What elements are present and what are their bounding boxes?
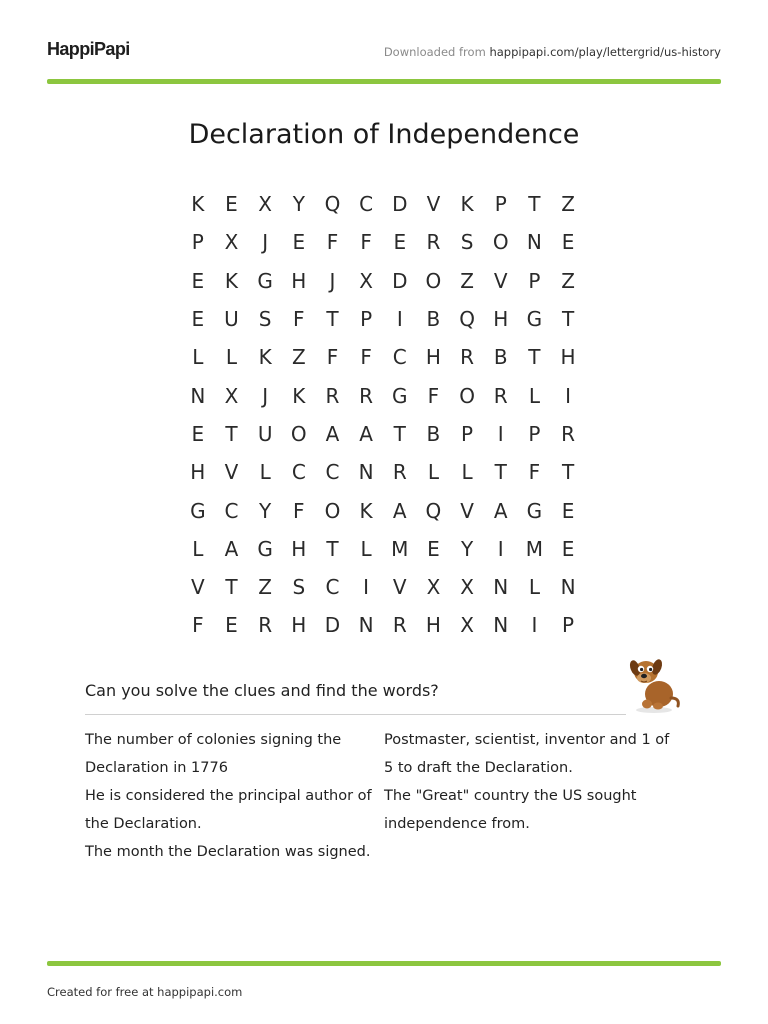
clue-item: The number of colonies signing the Declaration in 1776 (85, 732, 342, 776)
grid-letter[interactable]: C (224, 498, 239, 523)
grid-letter[interactable]: L (192, 345, 204, 370)
grid-letter[interactable]: Z (460, 268, 474, 293)
grid-letter[interactable]: Q (425, 498, 442, 523)
grid-letter[interactable]: R (325, 383, 340, 408)
download-source-link[interactable]: happipapi.com/play/lettergrid/us-history (489, 45, 721, 59)
grid-letter[interactable]: X (460, 575, 474, 600)
grid-letter[interactable]: G (190, 498, 206, 523)
grid-letter[interactable]: C (325, 460, 340, 485)
grid-letter[interactable]: O (459, 383, 475, 408)
grid-letter[interactable]: K (224, 268, 239, 293)
grid-letter[interactable]: P (528, 421, 541, 446)
grid-letter[interactable]: A (392, 498, 407, 523)
grid-letter[interactable]: U (257, 421, 273, 446)
grid-letter[interactable]: L (259, 460, 271, 485)
grid-letter[interactable]: R (426, 230, 441, 255)
grid-letter[interactable]: Q (459, 307, 475, 332)
grid-letter[interactable]: I (497, 536, 504, 561)
grid-letter[interactable]: F (326, 345, 339, 370)
grid-letter[interactable]: J (262, 230, 269, 255)
clues-left-column (85, 726, 375, 866)
grid-letter[interactable]: I (396, 307, 403, 332)
grid-letter[interactable]: O (492, 230, 509, 255)
footer-divider (47, 961, 721, 966)
grid-letter[interactable]: X (258, 192, 272, 217)
grid-row (181, 262, 585, 300)
grid-letter[interactable]: E (191, 307, 205, 332)
grid-letter[interactable]: T (561, 460, 575, 485)
grid-row (181, 300, 585, 338)
grid-row (181, 453, 585, 491)
grid-letter[interactable]: Z (291, 345, 306, 370)
grid-letter[interactable]: G (257, 536, 273, 561)
grid-letter[interactable]: F (427, 383, 440, 408)
grid-letter[interactable]: L (192, 536, 204, 561)
grid-letter[interactable]: K (292, 383, 306, 408)
grid-letter[interactable]: C (392, 345, 407, 370)
dog-icon (626, 652, 682, 714)
grid-letter[interactable]: F (192, 613, 204, 638)
grid-letter[interactable]: M (525, 536, 544, 561)
grid-letter[interactable]: G (257, 268, 273, 293)
grid-letter[interactable]: F (528, 460, 541, 485)
grid-letter[interactable]: L (528, 383, 540, 408)
grid-letter[interactable]: T (326, 307, 339, 332)
download-source-prefix: Downloaded from (383, 45, 490, 59)
grid-letter[interactable]: E (191, 421, 205, 446)
grid-letter[interactable]: H (493, 307, 509, 332)
download-source (384, 45, 721, 59)
grid-letter[interactable]: T (528, 192, 541, 217)
grid-letter[interactable]: R (258, 613, 273, 638)
grid-letter[interactable]: H (291, 613, 307, 638)
grid-letter[interactable]: E (561, 498, 575, 523)
grid-letter[interactable]: I (531, 613, 538, 638)
grid-letter[interactable]: C (291, 460, 306, 485)
clue-item: The month the Declaration was signed. (85, 844, 371, 860)
grid-letter[interactable]: U (224, 307, 239, 332)
grid-letter[interactable]: D (324, 613, 341, 638)
grid-letter[interactable]: I (363, 575, 370, 600)
grid-letter[interactable]: S (292, 575, 306, 600)
grid-letter[interactable]: D (392, 192, 408, 217)
grid-letter[interactable]: P (191, 230, 204, 255)
grid-letter[interactable]: R (392, 613, 407, 638)
grid-letter[interactable]: G (392, 383, 408, 408)
grid-letter[interactable]: Q (324, 192, 341, 217)
grid-letter[interactable]: F (360, 230, 372, 255)
grid-letter[interactable]: C (325, 575, 340, 600)
grid-row (181, 568, 585, 606)
grid-letter[interactable]: K (258, 345, 272, 370)
grid-letter[interactable]: O (425, 268, 442, 293)
grid-letter[interactable]: V (190, 575, 205, 600)
grid-letter[interactable]: P (461, 421, 474, 446)
grid-letter[interactable]: H (560, 345, 576, 370)
page-header (47, 36, 721, 68)
grid-letter[interactable]: L (360, 536, 372, 561)
grid-letter[interactable]: H (291, 536, 307, 561)
grid-letter[interactable]: K (359, 498, 373, 523)
grid-letter[interactable]: E (393, 230, 407, 255)
clues-divider (85, 714, 626, 715)
grid-letter[interactable]: H (190, 460, 206, 485)
grid-row (181, 338, 585, 376)
grid-letter[interactable]: L (528, 575, 540, 600)
grid-letter[interactable]: E (561, 230, 575, 255)
grid-letter[interactable]: E (427, 536, 440, 561)
grid-letter[interactable]: G (526, 307, 543, 332)
grid-letter[interactable]: C (359, 192, 374, 217)
clues-right-column (384, 726, 674, 838)
clue-item: He is considered the principal author of the Declaration. (85, 788, 372, 832)
letter-grid (181, 185, 585, 645)
grid-letter[interactable]: K (460, 192, 474, 217)
grid-letter[interactable]: S (258, 307, 272, 332)
grid-letter[interactable]: B (493, 345, 508, 370)
grid-letter[interactable]: I (565, 383, 571, 408)
grid-letter[interactable]: A (493, 498, 508, 523)
grid-row (181, 491, 585, 529)
grid-letter[interactable]: P (562, 613, 575, 638)
grid-letter[interactable]: S (460, 230, 474, 255)
grid-letter[interactable]: H (425, 345, 441, 370)
grid-letter[interactable]: L (225, 345, 238, 370)
grid-row (181, 606, 585, 644)
grid-letter[interactable]: T (326, 536, 339, 561)
grid-row (181, 185, 585, 223)
grid-letter[interactable]: E (561, 536, 575, 561)
grid-letter[interactable]: E (225, 192, 238, 217)
grid-letter[interactable]: Z (258, 575, 272, 600)
grid-letter[interactable]: T (225, 421, 238, 446)
grid-letter[interactable]: N (190, 383, 206, 408)
grid-letter[interactable]: B (426, 421, 441, 446)
grid-letter[interactable]: I (497, 421, 504, 446)
grid-letter[interactable]: G (526, 498, 543, 523)
grid-letter[interactable]: Z (561, 268, 575, 293)
grid-letter[interactable]: A (359, 421, 373, 446)
grid-letter[interactable]: P (494, 192, 507, 217)
grid-letter[interactable]: Z (561, 192, 575, 217)
grid-letter[interactable]: X (460, 613, 474, 638)
grid-letter[interactable]: V (426, 192, 441, 217)
grid-row (181, 376, 585, 414)
grid-letter[interactable]: T (528, 345, 541, 370)
grid-letter[interactable]: R (493, 383, 508, 408)
grid-letter[interactable]: F (326, 230, 339, 255)
grid-letter[interactable]: E (191, 268, 205, 293)
grid-letter[interactable]: L (461, 460, 473, 485)
grid-letter[interactable]: A (325, 421, 340, 446)
grid-letter[interactable]: D (392, 268, 408, 293)
grid-letter[interactable]: T (393, 421, 406, 446)
grid-letter[interactable]: E (292, 230, 306, 255)
grid-letter[interactable]: A (224, 536, 239, 561)
grid-letter[interactable]: N (493, 575, 509, 600)
clue-item: The "Great" country the US sought independence from. (384, 788, 637, 832)
grid-letter[interactable]: T (225, 575, 238, 600)
footer-credit[interactable]: Created for free at happipapi.com (47, 985, 243, 999)
clue-item: Postmaster, scientist, inventor and 1 of 5 to draft the Declaration. (384, 732, 670, 776)
grid-letter[interactable]: L (427, 460, 439, 485)
grid-letter[interactable]: J (329, 268, 336, 293)
happipapi-logo[interactable]: HappiPapi (47, 39, 130, 59)
grid-letter[interactable]: F (360, 345, 372, 370)
grid-letter[interactable]: R (460, 345, 475, 370)
header-divider (47, 79, 721, 84)
grid-letter[interactable]: Y (292, 192, 305, 217)
grid-letter[interactable]: T (561, 307, 575, 332)
grid-letter[interactable]: O (324, 498, 341, 523)
grid-letter[interactable]: R (392, 460, 407, 485)
grid-letter[interactable]: Y (259, 498, 272, 523)
grid-letter[interactable]: T (494, 460, 507, 485)
grid-letter[interactable]: P (360, 307, 373, 332)
grid-row (181, 223, 585, 261)
clues-heading: Can you solve the clues and find the words? (85, 681, 439, 700)
grid-letter[interactable]: R (561, 421, 575, 446)
grid-letter[interactable]: X (426, 575, 441, 600)
grid-letter[interactable]: N (358, 460, 374, 485)
grid-letter[interactable]: P (528, 268, 541, 293)
grid-letter[interactable]: J (262, 383, 269, 408)
grid-letter[interactable]: N (358, 613, 374, 638)
grid-letter[interactable]: B (426, 307, 441, 332)
grid-letter[interactable]: H (291, 268, 307, 293)
grid-letter[interactable]: X (224, 230, 239, 255)
grid-row (181, 530, 585, 568)
grid-letter[interactable]: X (359, 268, 373, 293)
grid-letter[interactable]: V (493, 268, 508, 293)
grid-letter[interactable]: O (290, 421, 307, 446)
grid-row (181, 415, 585, 453)
grid-letter[interactable]: X (224, 383, 239, 408)
grid-letter[interactable]: Y (460, 536, 474, 561)
grid-letter[interactable]: H (425, 613, 441, 638)
grid-letter[interactable]: V (224, 460, 239, 485)
grid-letter[interactable]: N (560, 575, 576, 600)
grid-letter[interactable]: N (526, 230, 542, 255)
grid-letter[interactable]: M (391, 536, 409, 561)
grid-letter[interactable]: F (293, 498, 305, 523)
grid-letter[interactable]: F (293, 307, 305, 332)
grid-letter[interactable]: V (460, 498, 474, 523)
grid-letter[interactable]: K (191, 192, 205, 217)
grid-letter[interactable]: E (225, 613, 238, 638)
grid-letter[interactable]: N (493, 613, 509, 638)
grid-letter[interactable]: V (392, 575, 407, 600)
page-title: Declaration of Independence (188, 119, 580, 150)
grid-letter[interactable]: R (359, 383, 374, 408)
